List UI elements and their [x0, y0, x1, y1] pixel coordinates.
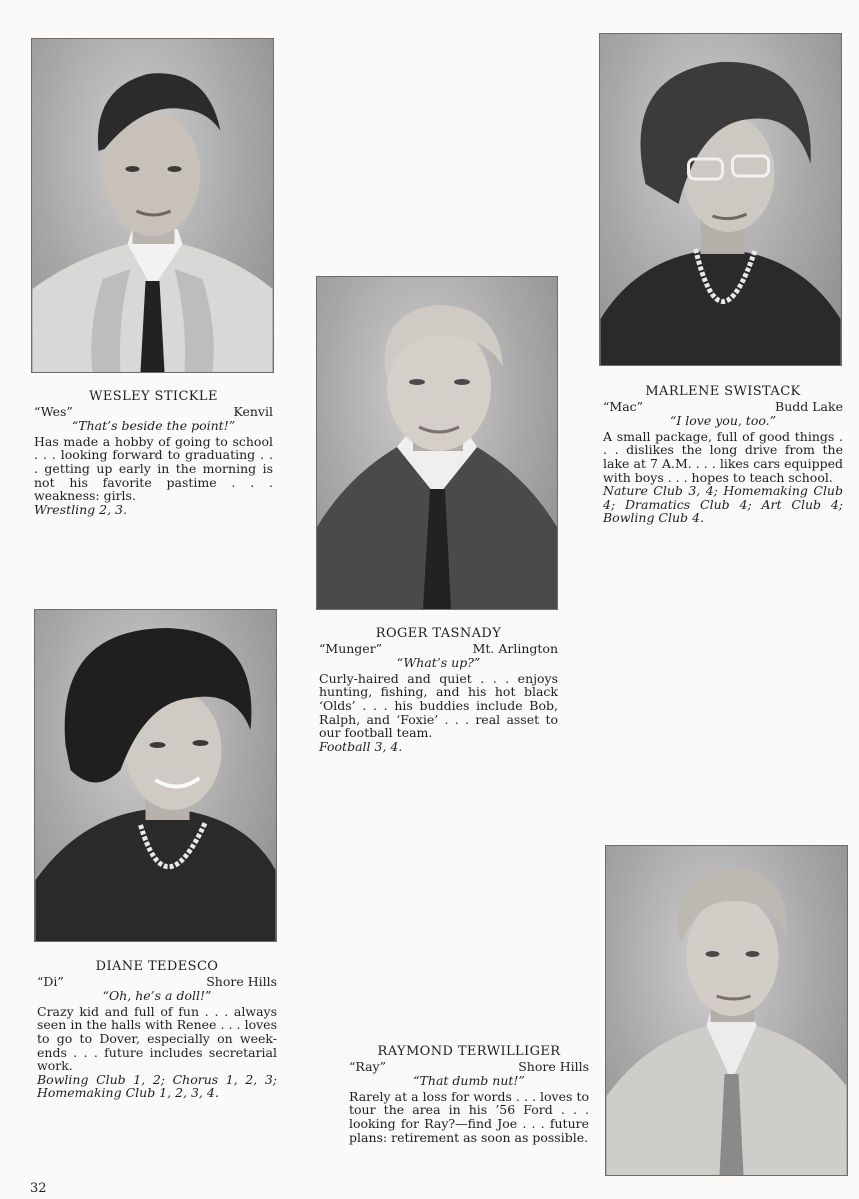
student-quote: “I love you, too.”	[669, 413, 777, 429]
student-entry-marlene-swistack	[603, 385, 843, 525]
student-quote: “That’s beside the point!”	[71, 418, 236, 434]
student-activities: Nature Club 3, 4; Homemaking Club 4; Dramatics Club 4; Art Club 4; Bowling Club 4.	[603, 483, 843, 526]
student-hometown: Kenvil	[233, 403, 273, 419]
portrait-illustration	[600, 34, 841, 365]
student-activities: Wrestling 2, 3.	[34, 501, 127, 517]
student-hometown: Budd Lake	[775, 398, 843, 414]
student-name: ROGER TASNADY	[375, 626, 502, 641]
student-quote: “What’s up?”	[396, 655, 481, 671]
student-quote: “Oh, he’s a doll!”	[102, 988, 212, 1004]
nickname-town-row	[34, 405, 273, 419]
portrait-illustration	[32, 39, 273, 372]
student-bio: Crazy kid and full of fun . . . always seen in the halls with Renee . . . loves to go to Dover, especially on week-ends . . . future includes secretarial work.	[37, 1003, 277, 1074]
portrait-photo-roger-tasnady	[316, 276, 558, 610]
portrait-illustration	[317, 277, 557, 609]
nickname-town-row	[37, 975, 277, 989]
student-bio: A small package, full of good things . . . dislikes the long drive from the lake at 7 A.M. . . . likes cars equipped with boys . . . hopes to teach school.	[603, 428, 843, 485]
student-entry-roger-tasnady	[319, 627, 558, 753]
student-bio: Has made a hobby of going to school . . . looking forward to graduating . . . getting up early in the morning is not his favorite pastime . . . weakness: girls.	[34, 433, 273, 504]
student-quote: “That dumb nut!”	[413, 1073, 525, 1089]
portrait-photo-wesley-stickle	[31, 38, 274, 373]
student-hometown: Mt. Arlington	[472, 640, 558, 656]
portrait-photo-marlene-swistack	[599, 33, 842, 366]
student-entry-wesley-stickle	[34, 390, 273, 516]
portrait-illustration	[35, 610, 276, 941]
page-number: 32	[30, 1181, 47, 1196]
student-nickname: “Wes”	[34, 403, 73, 419]
student-hometown: Shore Hills	[518, 1058, 589, 1074]
student-bio: Curly-haired and quiet . . . enjoys hunting, fishing, and his hot black ‘Olds’ . . . his buddies include Bob, Ralph, and ‘Foxie’ . . . real asset to our football team.	[319, 670, 558, 741]
student-name: MARLENE SWISTACK	[645, 384, 801, 399]
student-activities: Bowling Club 1, 2; Chorus 1, 2, 3; Homemaking Club 1, 2, 3, 4.	[37, 1071, 277, 1101]
student-name: DIANE TEDESCO	[95, 959, 219, 974]
student-nickname: “Mac”	[603, 398, 644, 414]
portrait-photo-raymond-terwilliger	[605, 845, 848, 1176]
student-nickname: “Ray”	[349, 1058, 386, 1074]
portrait-illustration	[606, 846, 847, 1175]
student-entry-diane-tedesco	[37, 960, 277, 1100]
student-activities: Football 3, 4.	[319, 738, 403, 754]
portrait-photo-diane-tedesco	[34, 609, 277, 942]
student-entry-raymond-terwilliger	[349, 1045, 589, 1144]
nickname-town-row	[603, 400, 843, 414]
student-nickname: “Di”	[37, 973, 64, 989]
student-name: WESLEY STICKLE	[89, 389, 218, 404]
student-hometown: Shore Hills	[206, 973, 277, 989]
nickname-town-row	[319, 642, 558, 656]
nickname-town-row	[349, 1060, 589, 1074]
student-name: RAYMOND TERWILLIGER	[377, 1044, 561, 1059]
student-bio: Rarely at a loss for words . . . loves to tour the area in his ’56 Ford . . . looking for Ray?—find Joe . . . future plans: retirement as soon as possible.	[349, 1088, 589, 1145]
student-nickname: “Munger”	[319, 640, 383, 656]
